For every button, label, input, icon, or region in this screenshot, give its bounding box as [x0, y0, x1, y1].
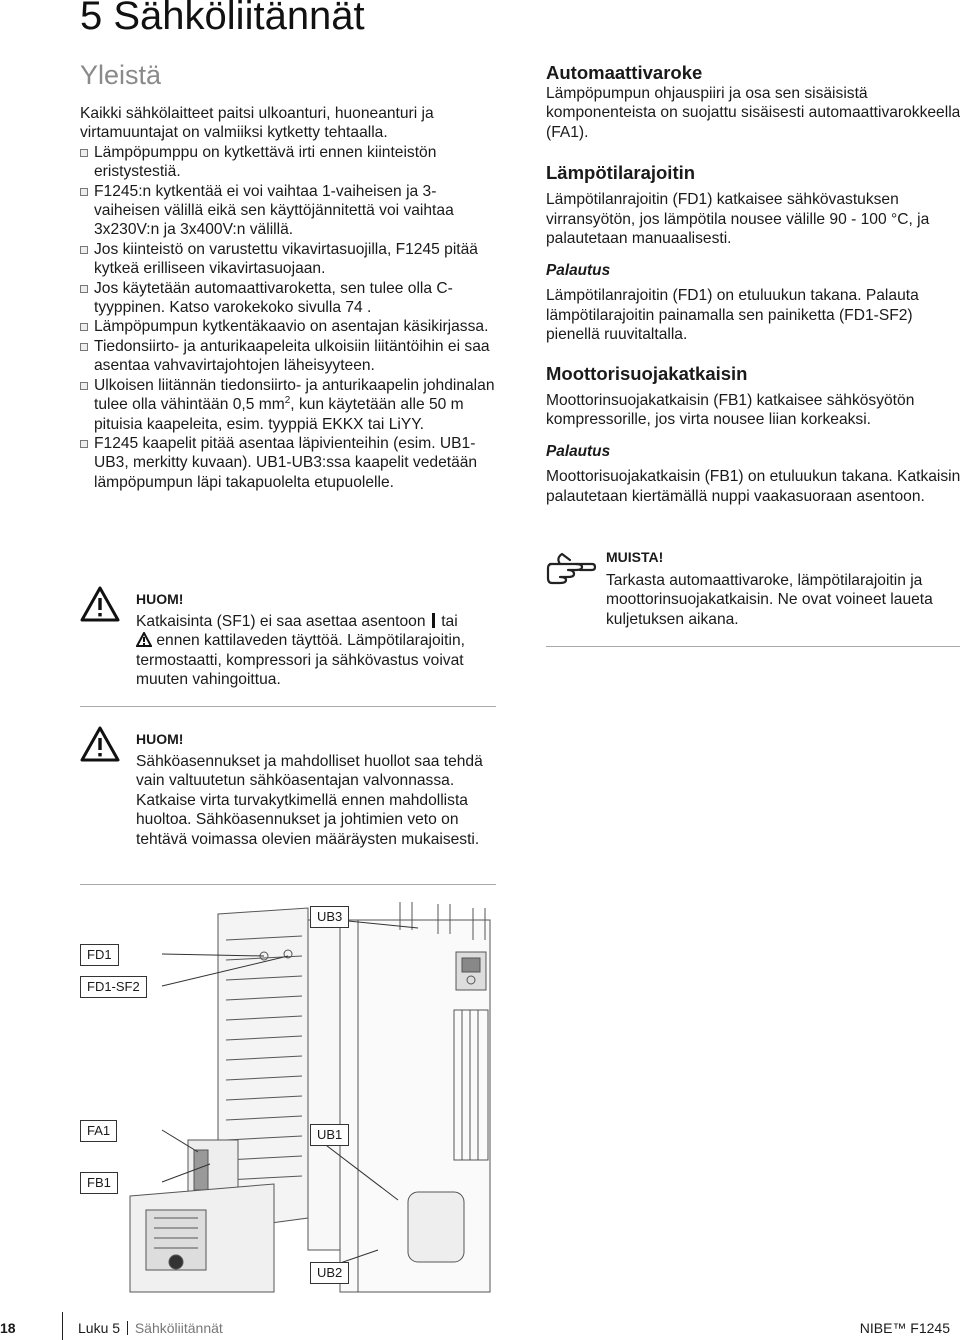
bullet-item: F1245 kaapelit pitää asentaa läpivienteihin (esim. UB1-UB3, merkitty kuvaan). UB1-UB3:ssa kaapelit vedetään lämpöpumpun läpi takapuolelta etupuolelle.: [80, 434, 500, 492]
warning-text-start: Katkaisinta (SF1) ei saa asettaa asentoon: [136, 613, 426, 630]
bullet-item: Jos kiinteistö on varustettu vikavirtasuojilla, F1245 pitää kytkeä erilliseen vikavirtasuojaan.: [80, 240, 500, 279]
warning-text-rest: ennen kattilaveden täyttöä. Lämpötilarajoitin, termostaatti, kompressori ja sähkövastus voivat muuten vahingoittua.: [136, 632, 465, 689]
subheading-reset: Palautus: [546, 443, 611, 461]
bullet-item: Tiedonsiirto- ja anturikaapeleita ulkoisiin liitäntöihin ei saa asentaa vahvavirtajohtojen läheisyyteen.: [80, 337, 500, 376]
warning-triangle-icon: [80, 726, 120, 762]
footer-chapter-prefix: Luku 5: [78, 1320, 121, 1336]
switch-on-symbol-icon: [432, 613, 435, 628]
footer-divider: [62, 1312, 63, 1340]
footer-chapter: [78, 1320, 223, 1336]
bullet-item: Lämpöpumppu on kytkettävä irti ennen kiinteistön eristystestiä.: [80, 143, 500, 182]
temperature-limiter-reset-text: Lämpötilanrajoitin (FD1) on etuluukun takana. Palauta lämpötilarajoitin painamalla sen painiketta (FD1-SF2) pienellä ruuvitaltalla.: [546, 287, 919, 344]
cable-text-end: , kun käytetään alle 50 m pituisia kaapeleita, esim. tyyppiä EKKX tai LiYY.: [94, 396, 464, 433]
warning-text: Sähköasennukset ja mahdolliset huollot saa tehdä vain valtuutetun sähköasentajan valvonnassa. Katkaise virta turvakytkimellä ennen mahdollista huoltoa. Sähköasennukset ja johtimien veto on tehtävä voimassa olevien määräysten mukaisesti.: [136, 753, 483, 848]
warning-triangle-icon: [80, 586, 120, 622]
chapter-title: [80, 0, 365, 39]
bullet-item-cable: [80, 376, 500, 434]
reminder-text: Tarkasta automaattivaroke, lämpötilarajoitin ja moottorinsuojakatkaisin. Ne ovat voineet laueta kuljetuksen aikana.: [606, 572, 933, 628]
motor-protection-reset-text: Moottorisuojakatkaisin (FB1) on etuluukun takana. Katkaisin palautetaan kiertämällä nuppi vaakasuoraan asentoon.: [546, 468, 960, 505]
footer-brand: NIBE™ F1245: [859, 1320, 950, 1336]
footer-chapter-title: Sähköliitännät: [134, 1320, 223, 1336]
label-ub1: UB1: [310, 1124, 349, 1146]
pointing-hand-icon: [546, 548, 596, 588]
circuit-breaker-text: Lämpöpumpun ohjauspiiri ja osa sen sisäisistä komponenteista on suojattu sisäisesti automaattivarokkeella (FA1).: [546, 85, 960, 141]
reminder-box: [546, 538, 960, 647]
warning-text: [136, 612, 486, 690]
label-fd1-sf2: FD1-SF2: [80, 976, 147, 998]
cable-sup: 2: [284, 395, 291, 407]
right-column: [546, 62, 960, 506]
heading-motor-protection: Moottorisuojakatkaisin: [546, 362, 748, 384]
heat-pump-illustration: [78, 900, 498, 1302]
label-ub3: UB3: [310, 906, 349, 928]
label-fd1: FD1: [80, 944, 119, 966]
motor-protection-text: Moottorinsuojakatkaisin (FB1) katkaisee sähkösyötön kompressorille, jos virta nousee liian korkeaksi.: [546, 391, 915, 429]
bullet-item: Jos käytetään automaattivaroketta, sen tulee olla C-tyyppinen. Katso varokekoko sivulla 74 .: [80, 279, 500, 318]
heading-temperature-limiter: Lämpötilarajoitin: [546, 162, 696, 184]
cable-text: Ulkoisen liitännän tiedonsiirto- ja anturikaapelin johdinalan tulee olla vähintään 0,5 mm: [94, 376, 495, 414]
warning-label: HUOM!: [136, 731, 184, 747]
general-section: [80, 104, 500, 492]
bullet-item: Lämpöpumpun kytkentäkaavio on asentajan käsikirjassa.: [80, 317, 500, 336]
chapter-name: Sähköliitännät: [113, 0, 365, 38]
label-fa1: FA1: [80, 1120, 117, 1142]
label-ub2: UB2: [310, 1262, 349, 1284]
label-fb1: FB1: [80, 1172, 118, 1194]
page-footer: [0, 1320, 960, 1340]
subheading-reset: Palautus: [546, 262, 611, 280]
switch-triangle-symbol-icon: [136, 632, 152, 647]
warning-label: HUOM!: [136, 591, 184, 607]
footer-separator: [127, 1321, 128, 1335]
bullet-item: F1245:n kytkentää ei voi vaihtaa 1-vaiheisen ja 3-vaiheisen välillä eikä sen käyttöjännitettä voi vaihtaa 3x230V:n ja 3x400V:n välillä.: [80, 182, 500, 240]
general-bullet-list: [80, 143, 500, 492]
reminder-label: MUISTA!: [606, 549, 664, 565]
heading-circuit-breaker: Automaattivaroke: [546, 62, 703, 83]
chapter-number: 5: [80, 0, 103, 38]
warning-text-or: tai: [441, 613, 458, 630]
section-heading-general: Yleistä: [80, 60, 162, 90]
temperature-limiter-text: Lämpötilanrajoitin (FD1) katkaisee sähkövastuksen virransyötön, jos lämpötila nousee välille 90 - 100 °C, ja palautetaan manuaalisesti.: [546, 191, 930, 248]
general-intro: Kaikki sähkölaitteet paitsi ulkoanturi, huoneanturi ja virtamuuntajat on valmiiksi kytketty tehtaalla.: [80, 105, 434, 142]
warning-box-electrical: [80, 724, 496, 885]
warning-box-switch: [80, 584, 496, 707]
page-number: 18: [0, 1320, 16, 1336]
